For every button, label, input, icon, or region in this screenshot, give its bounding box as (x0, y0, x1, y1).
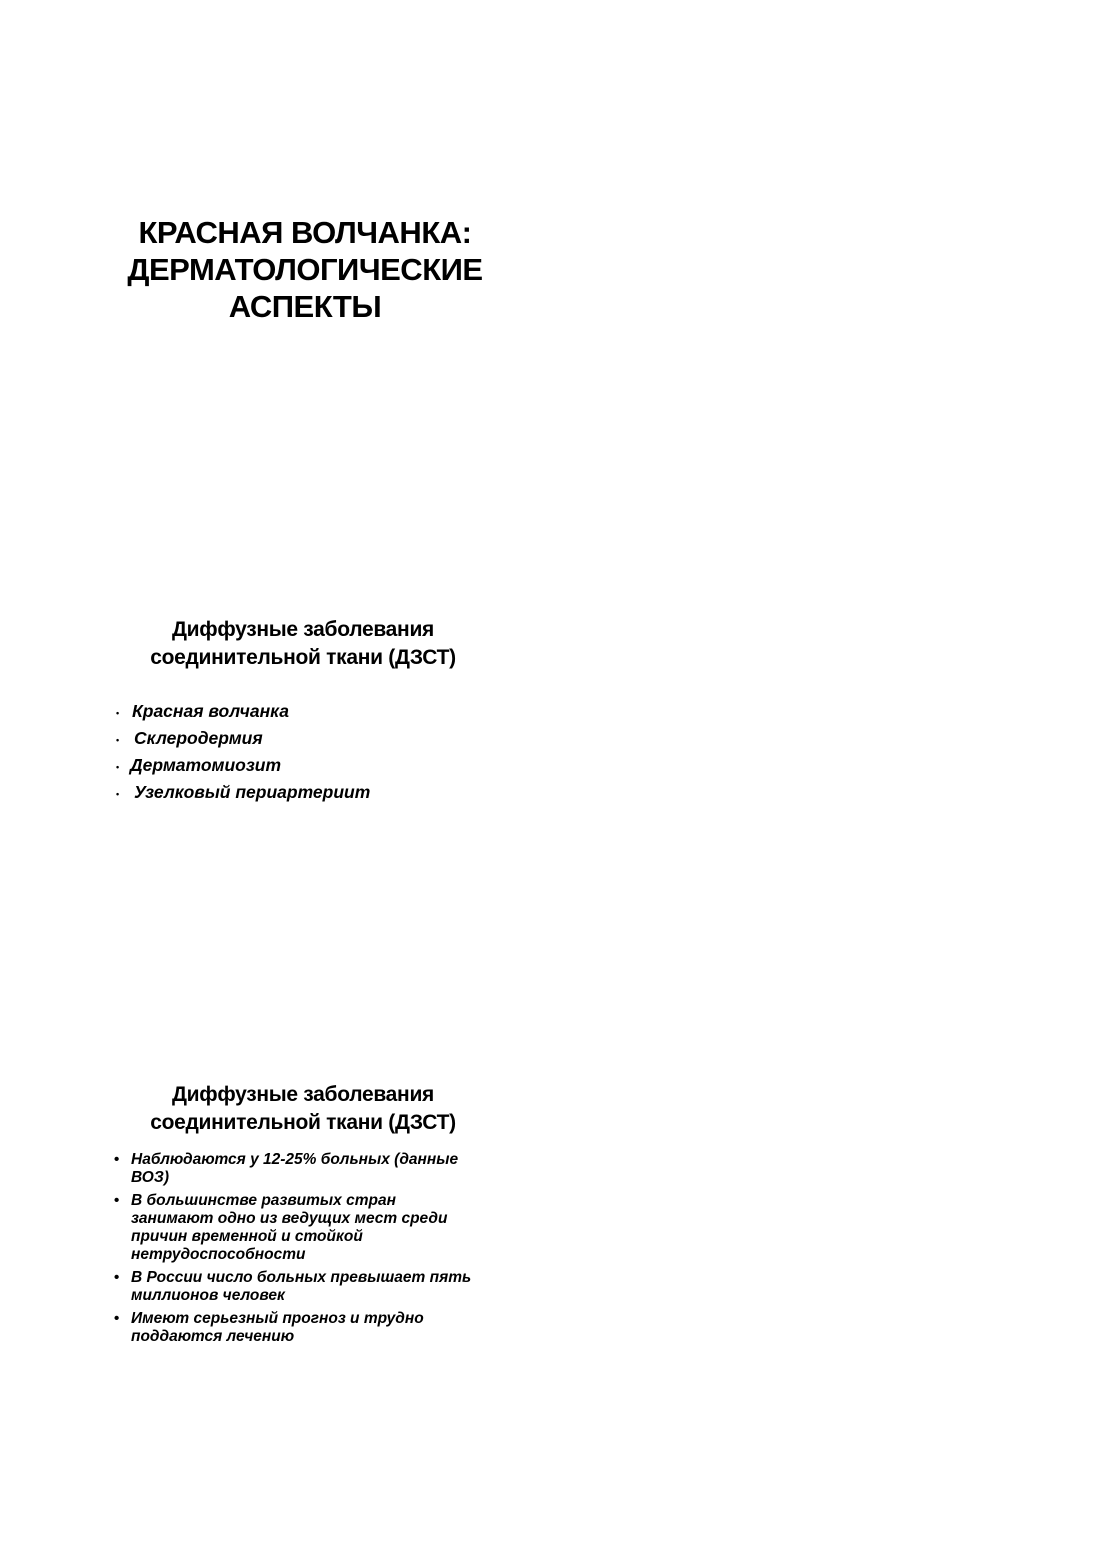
list-item-text: Имеют серьезный прогноз и трудно поддаются лечению (131, 1310, 424, 1345)
slide-2-title (96, 616, 510, 672)
slide-3-title-line-2: соединительной ткани (ДЗСТ) (150, 1111, 456, 1134)
list-item (100, 698, 510, 725)
list-item (100, 779, 510, 806)
bullet-icon: • (114, 1269, 120, 1286)
list-item (100, 1192, 480, 1264)
list-item (100, 725, 510, 752)
slide-3-title-line-1: Диффузные заболевания (171, 1083, 435, 1106)
main-title-line-2: ДЕРМАТОЛОГИЧЕСКИЕ (127, 252, 483, 287)
facts-list (100, 1151, 480, 1346)
list-item-text: Дерматомиозит (130, 755, 282, 775)
main-title (100, 214, 510, 325)
slide-2-title-line-2: соединительной ткани (ДЗСТ) (150, 646, 456, 669)
list-item-text: Склеродермия (134, 728, 263, 748)
main-title-line-3: АСПЕКТЫ (228, 289, 382, 324)
disease-list (100, 698, 510, 806)
bullet-icon: • (114, 1151, 120, 1168)
list-item (100, 1151, 480, 1187)
list-item-text: В России число больных превышает пять миллионов человек (131, 1269, 472, 1304)
list-item-text: Красная волчанка (132, 701, 289, 721)
bullet-icon: • (116, 735, 120, 745)
list-item-text: Наблюдаются у 12-25% больных (данные ВОЗ) (131, 1151, 459, 1186)
bullet-icon: • (116, 762, 120, 772)
bullet-icon: • (114, 1310, 120, 1327)
slide-dzst-list (100, 616, 510, 806)
slide-dzst-facts (100, 1081, 510, 1351)
main-title-line-1: КРАСНАЯ ВОЛЧАНКА: (138, 215, 472, 250)
bullet-icon: • (116, 708, 120, 718)
list-item-text: Узелковый периартериит (134, 782, 371, 802)
list-item (100, 1310, 480, 1346)
slide-2-title-line-1: Диффузные заболевания (171, 618, 435, 641)
list-item (100, 752, 510, 779)
list-item (100, 1269, 480, 1305)
bullet-icon: • (114, 1192, 120, 1209)
slide-3-title (96, 1081, 510, 1137)
list-item-text: В большинстве развитых стран занимают одно из ведущих мест среди причин временной и стойкой нетрудоспособности (131, 1192, 448, 1263)
bullet-icon: • (116, 789, 120, 799)
